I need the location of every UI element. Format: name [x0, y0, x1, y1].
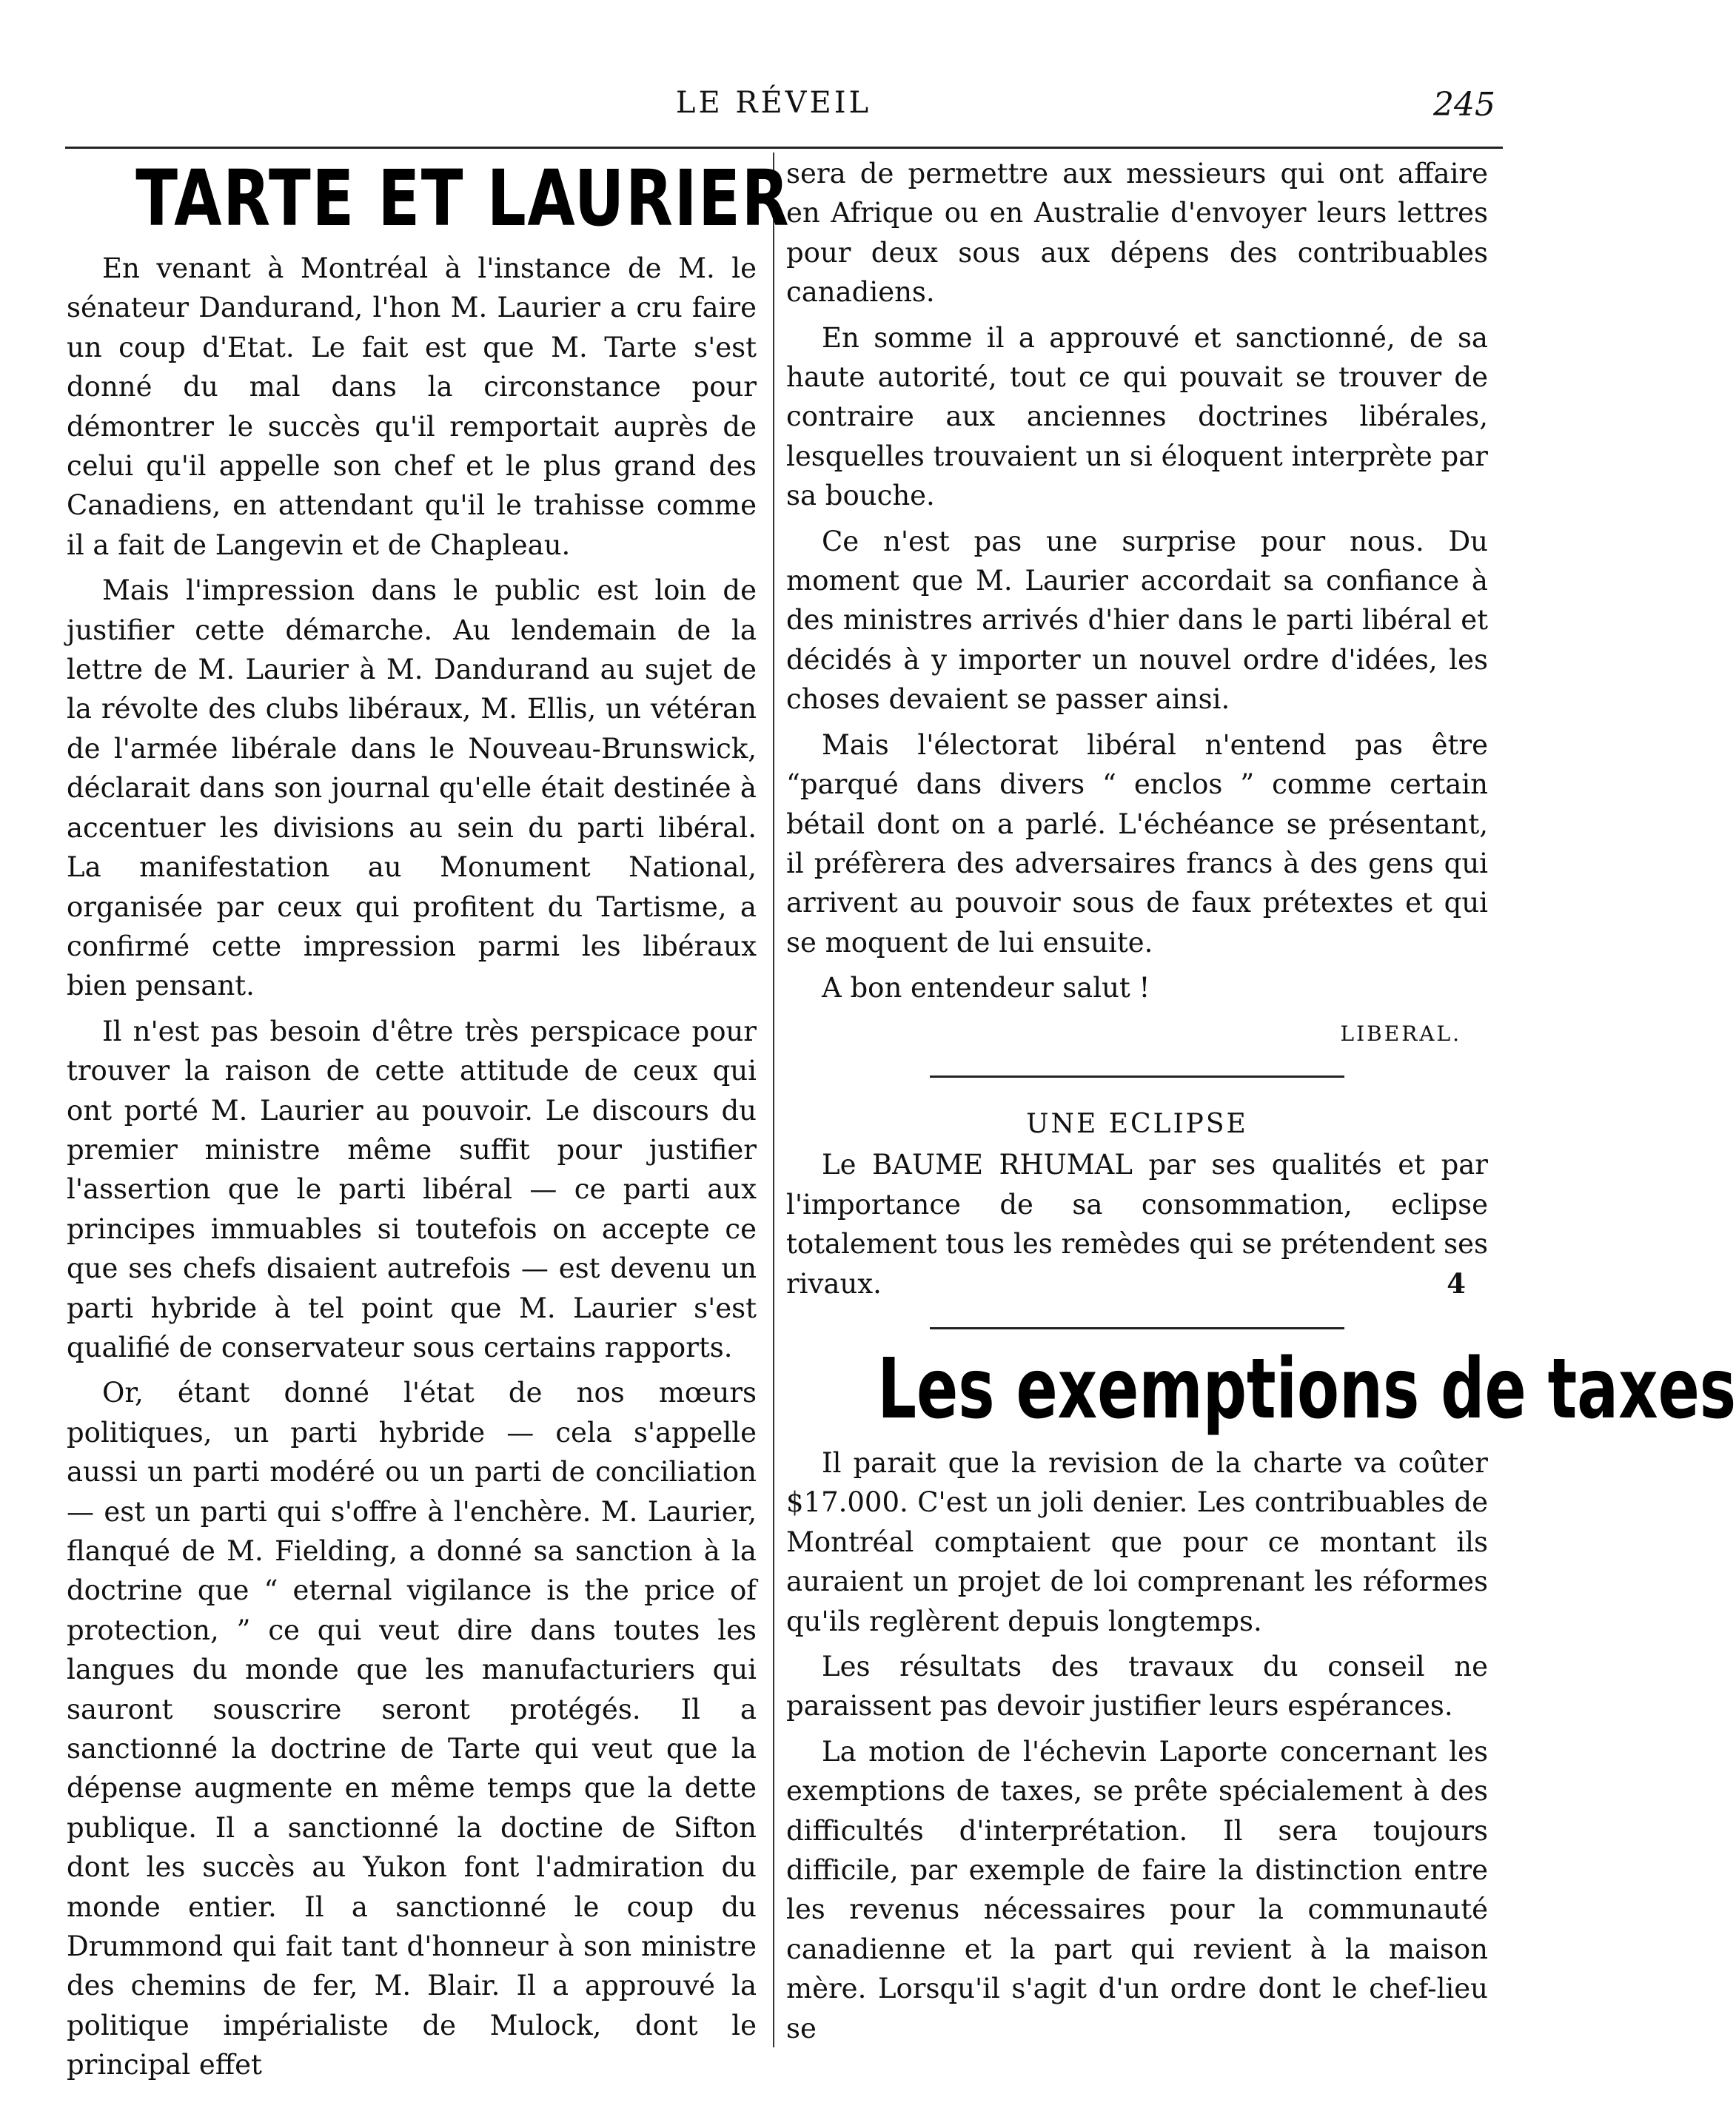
article-paragraph: La motion de l'échevin Laporte concernant les exemptions de taxes, se prête spécialement à des difficultés d'interprétation. Il sera toujours difficile, par exemple de faire la distinction entre les revenus nécessaires pour la communauté canadienne et la part qui revient à la maison mère. Lorsqu'il s'agit d'un ordre dont le chef-lieu se — [786, 1735, 1488, 2044]
header-rule — [65, 147, 1503, 149]
section-rule — [930, 1327, 1344, 1329]
notice-body: Le BAUME RHUMAL par ses qualités et par l'importance de sa consommation, eclipse totalement tous les remèdes qui se prétendent ses rivaux. — [786, 1149, 1488, 1300]
running-head — [0, 86, 1547, 130]
article-paragraph: Il n'est pas besoin d'être très perspicace pour trouver la raison de cette attitude de ceux qui ont porté M. Laurier au pouvoir. Le discours du premier ministre même suffit pour justifier l'assertion que le parti libéral — ce parti aux principes immuables si toutefois on accepte ce que ses chefs disaient autrefois — est devenu un parti hybride à tel point que M. Laurier s'est qualifié de conservateur sous certains rapports. — [67, 1015, 757, 1363]
notice-text — [786, 1145, 1488, 1303]
article-signature: LIBERAL. — [1340, 1021, 1461, 1046]
article-paragraph: Mais l'impression dans le public est loin de justifier cette démarche. Au lendemain de la lettre de M. Laurier à M. Dandurand au sujet de la révolte des clubs libéraux, M. Ellis, un vétéran de l'armée libérale dans le Nouveau-Brunswick, déclarait dans son journal qu'elle était destinée à accentuer les divisions au sein du parti libéral. La manifestation au Monument National, organisée par ceux qui profitent du Tartisme, a confirmé cette impression parmi les libéraux bien pensant. — [67, 574, 757, 1002]
column-divider — [773, 152, 774, 2047]
notice-title: UNE ECLIPSE — [1026, 1108, 1248, 1139]
article-paragraph-continued: sera de permettre aux messieurs qui ont affaire en Afrique ou en Australie d'envoyer leurs lettres pour deux sous aux dépens des contribuables canadiens. — [786, 158, 1488, 309]
left-column — [67, 153, 791, 2091]
article-paragraph: Or, étant donné l'état de nos mœurs politiques, un parti hybride — cela s'appelle aussi un parti modéré ou un parti de conciliation — est un parti qui s'offre à l'enchère. M. Laurier, flanqué de M. Fielding, a donné sa sanction à la doctrine que “ eternal vigilance is the price of protection, ” ce qui veut dire dans toutes les langues du monde que les manufacturiers qui sauront souscrire seront protégés. Il a sanctionné la doctrine de Tarte qui veut que la dépense augmente en même temps que la dette publique. Il a sanctionné la doctine de Sifton dont les succès au Yukon font l'admiration du monde entier. Il a sanctionné le coup du Drummond qui fait tant d'honneur à son ministre des chemins de fer, M. Blair. Il a approuvé la politique impérialiste de Mulock, dont le principal effet — [67, 1377, 757, 2081]
notice-ref: 4 — [1447, 1266, 1466, 1300]
article-paragraph: En somme il a approuvé et sanctionné, de sa haute autorité, tout ce qui pouvait se trouver de contraire aux anciennes doctrines libérales, lesquelles trouvaient un si éloquent interprète par sa bouche. — [786, 321, 1488, 512]
right-column — [786, 154, 1736, 2054]
article-title-tarte-laurier: TARTE ET LAURIER — [135, 153, 791, 244]
article-paragraph: Ce n'est pas une surprise pour nous. Du moment que M. Laurier accordait sa confiance à des ministres arrivés d'hier dans le parti libéral et décidés à y importer un nouvel ordre d'idées, les choses devaient se passer ainsi. — [786, 525, 1488, 716]
article-paragraph: Les résultats des travaux du conseil ne paraissent pas devoir justifier leurs espérances. — [786, 1651, 1488, 1722]
running-title: LE RÉVEIL — [675, 86, 872, 120]
article-paragraph: Il parait que la revision de la charte va coûter $17.000. C'est un joli denier. Les contribuables de Montréal comptaient que pour ce montant ils auraient un projet de loi comprenant les réformes qu'ils reglèrent depuis longtemps. — [786, 1446, 1488, 1637]
page-number: 245 — [1433, 86, 1495, 124]
article-title-exemptions: Les exemptions de taxes — [877, 1340, 1736, 1437]
article-paragraph: Mais l'électorat libéral n'entend pas être “parqué dans divers “ enclos ” comme certain bétail dont on a parlé. L'échéance se présentant, il préfèrera des adversaires francs à des gens qui arrivent au pouvoir sous de faux prétextes et qui se moquent de lui ensuite. — [786, 728, 1488, 959]
section-rule — [930, 1076, 1344, 1078]
article-paragraph: A bon entendeur salut ! — [822, 972, 1150, 1004]
article-paragraph: En venant à Montréal à l'instance de M. le sénateur Dandurand, l'hon M. Laurier a cru faire un coup d'Etat. Le fait est que M. Tarte s'est donné du mal dans la circonstance pour démontrer le succès qu'il remportait auprès de celui qu'il appelle son chef et le plus grand des Canadiens, en attendant qu'il le trahisse comme il a fait de Langevin et de Chapleau. — [67, 252, 757, 561]
